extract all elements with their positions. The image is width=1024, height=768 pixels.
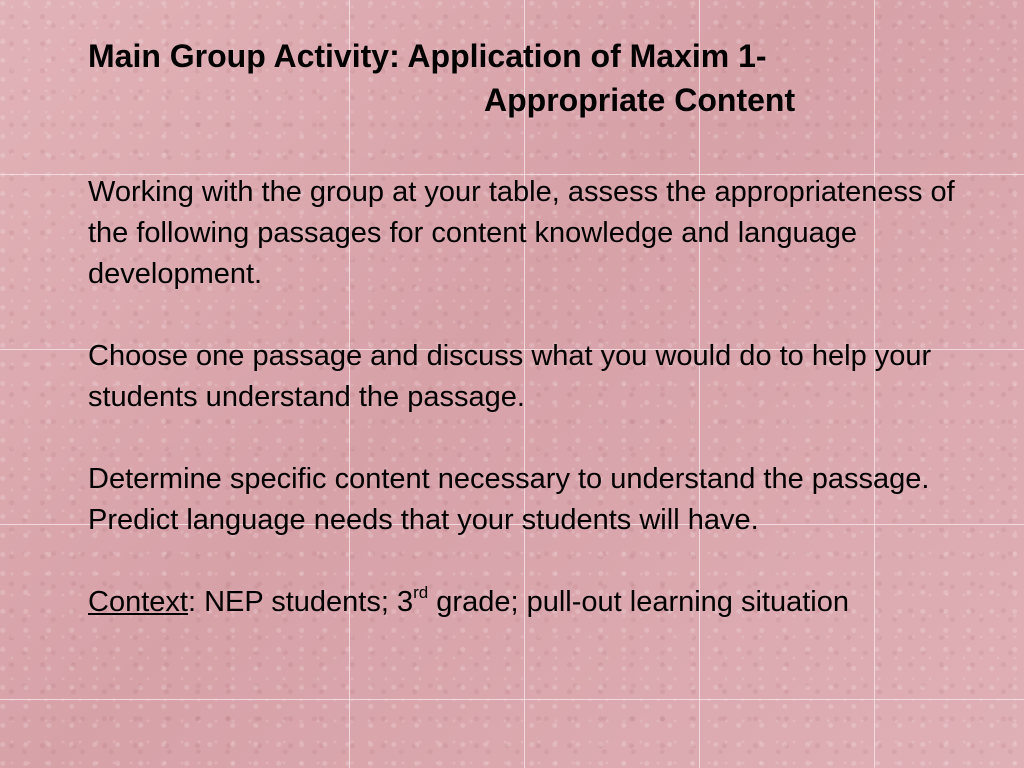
ordinal-superscript: rd: [413, 583, 429, 602]
slide-title-line1: Main Group Activity: Application of Maxim 1-: [88, 38, 767, 74]
context-text-before-superscript: NEP students; 3: [196, 586, 414, 618]
instruction-paragraph-assess: Working with the group at your table, assess the appropriateness of the following passages for content knowledge and language development.: [88, 176, 955, 290]
background-tile-divider: [0, 699, 1024, 700]
context-paragraph: [88, 582, 958, 623]
context-text-after-superscript: grade; pull-out learning situation: [428, 586, 850, 618]
slide-title-line2: Appropriate Content: [484, 82, 796, 118]
instruction-paragraph-determine: Determine specific content necessary to understand the passage. Predict language needs that your students will have.: [88, 463, 930, 536]
slide-title: [88, 34, 958, 122]
context-colon: :: [187, 586, 197, 618]
instruction-paragraph-choose: Choose one passage and discuss what you would do to help your students understand the passage.: [88, 340, 932, 413]
slide-content: [88, 34, 958, 623]
context-label: Context: [88, 586, 188, 618]
